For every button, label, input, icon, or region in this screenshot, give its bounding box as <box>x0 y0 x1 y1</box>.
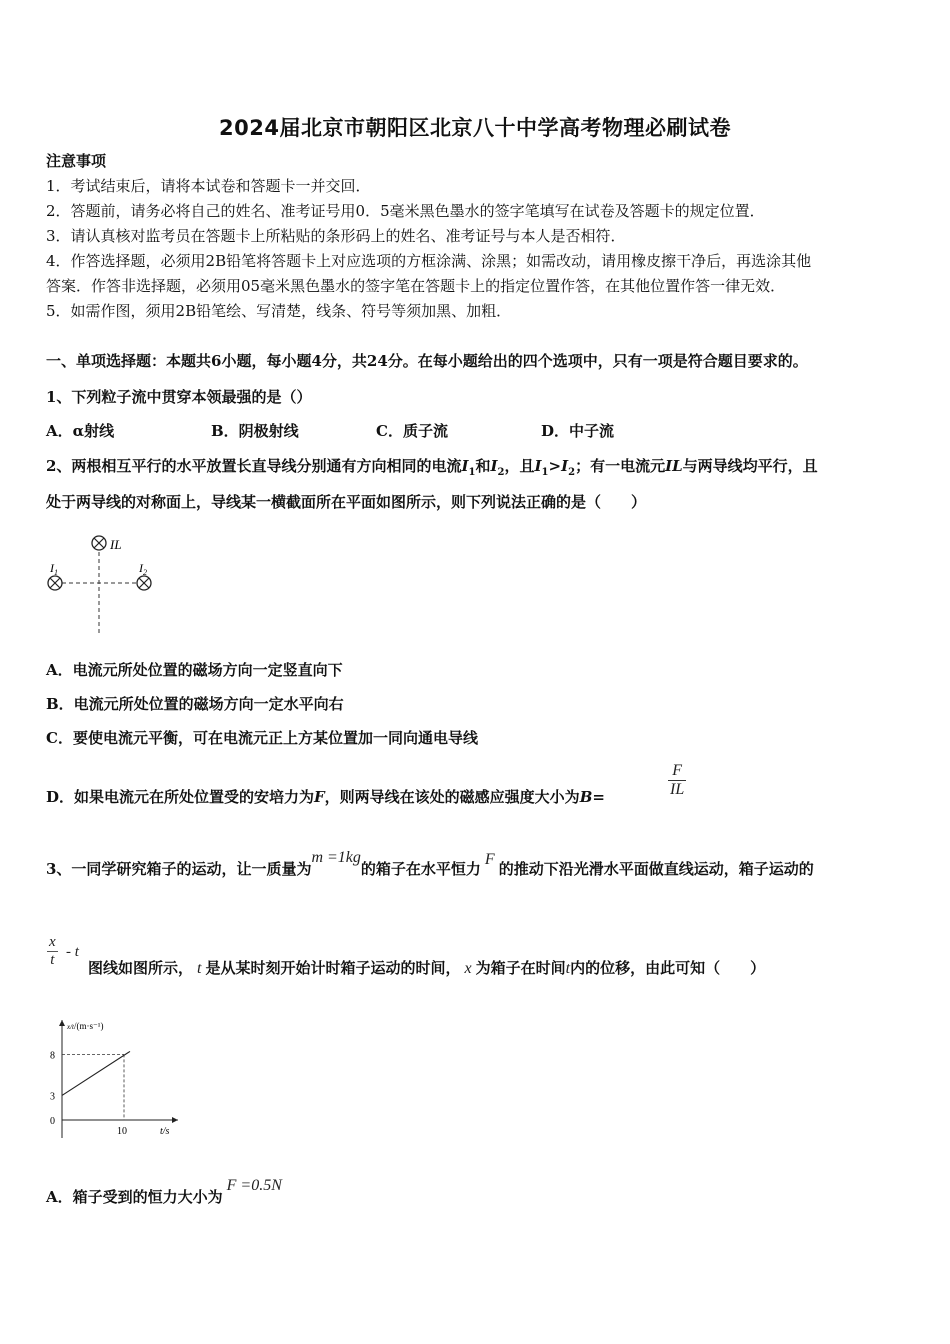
q1-option-b: B．阴极射线 <box>211 422 299 440</box>
notes-item: 2．答题前，请务必将自己的姓名、准考证号用0．5毫米黑色墨水的签字笔填写在试卷及答题卡的规定位置． <box>46 202 765 220</box>
q1-option-d: D．中子流 <box>541 422 615 440</box>
y-tick-label: 0 <box>50 1116 55 1127</box>
q1-options <box>46 420 706 442</box>
q2-option-a: A．电流元所处位置的磁场方向一定竖直向下 <box>46 661 343 679</box>
y-axis-label: x/t/(m·s⁻¹) <box>67 1021 104 1031</box>
label-i1: $I_1$ <box>50 561 58 577</box>
q2-option-d-fraction: $\frac{F}{IL}$ <box>670 762 685 798</box>
q1-option-c: C．质子流 <box>376 422 448 440</box>
notes-item: 5．如需作图，须用2B铅笔绘、写清楚，线条、符号等须加黑、加粗． <box>46 302 512 320</box>
q2-stem-line1: 2、两根相互平行的水平放置长直导线分别通有方向相同的电流$I_1$和$I_2$，且$I_1>I_2$；有一电流元IL与两导线均平行，且 <box>46 457 818 478</box>
y-tick-label: 3 <box>50 1091 55 1103</box>
y-tick-label: 8 <box>50 1050 55 1062</box>
notes-item: 1．考试结束后，请将本试卷和答题卡一并交回． <box>46 177 371 195</box>
q1-option-a: A．α射线 <box>46 422 115 440</box>
q3-x-over-t-fraction: $\frac{x}{t}$ <box>49 934 56 968</box>
wire-i1-into-page-icon <box>48 576 62 590</box>
q3-stem-line1: 3、一同学研究箱子的运动，让一质量为m =1kg的箱子在水平恒力F的推动下沿光滑水平面做直线运动，箱子运动的 <box>46 849 814 878</box>
q3-option-a: A．箱子受到的恒力大小为F =0.5N <box>46 1177 282 1206</box>
label-i2: $I_2$ <box>139 561 147 577</box>
notes-heading: 注意事项 <box>46 152 107 170</box>
wire-i2-into-page-icon <box>137 576 151 590</box>
q2-option-b: B．电流元所处位置的磁场方向一定水平向右 <box>46 695 344 713</box>
x-axis-label: t/s <box>160 1126 170 1137</box>
current-element-into-page-icon <box>92 536 106 550</box>
label-il: IL <box>110 537 122 552</box>
notes-item: 答案．作答非选择题，必须用05毫米黑色墨水的签字笔在答题卡上的指定位置作答，在其他位置作答一律无效． <box>46 277 786 295</box>
q3-stem-line2: 图线如图所示， t 是从某时刻开始计时箱子运动的时间， x 为箱子在时间t内的位移，由此可知（ ） <box>88 959 766 977</box>
q3-dash-t: - t <box>66 944 79 960</box>
q1-stem: 1、下列粒子流中贯穿本领最强的是（） <box>46 388 312 406</box>
section-heading: 一、单项选择题：本题共6小题，每小题4分，共24分。在每小题给出的四个选项中，只有一项是符合题目要求的。 <box>46 352 808 370</box>
q2-stem-line2: 处于两导线的对称面上，导线某一横截面所在平面如图所示，则下列说法正确的是（ ） <box>46 493 647 511</box>
q2-option-c: C．要使电流元平衡，可在电流元正上方某位置加一同向通电导线 <box>46 729 478 747</box>
notes-item: 3．请认真核对监考员在答题卡上所粘贴的条形码上的姓名、准考证号与本人是否相符． <box>46 227 626 245</box>
q2-option-d: D．如果电流元在所处位置受的安培力为F，则两导线在该处的磁感应强度大小为B= <box>46 788 605 806</box>
notes-item: 4．作答选择题，必须用2B铅笔将答题卡上对应选项的方框涂满、涂黑；如需改动，请用橡皮擦干净后，再选涂其他 <box>46 252 812 270</box>
wire-cross-section-figure <box>44 528 164 640</box>
q3-xt-t-chart <box>40 1012 190 1142</box>
y-axis-arrow <box>59 1020 65 1026</box>
x-tick-label: 10 <box>117 1126 127 1137</box>
x-axis-arrow <box>172 1117 178 1123</box>
data-line <box>62 1051 130 1095</box>
page-title: 2024届北京市朝阳区北京八十中学高考物理必刷试卷 <box>219 116 731 140</box>
